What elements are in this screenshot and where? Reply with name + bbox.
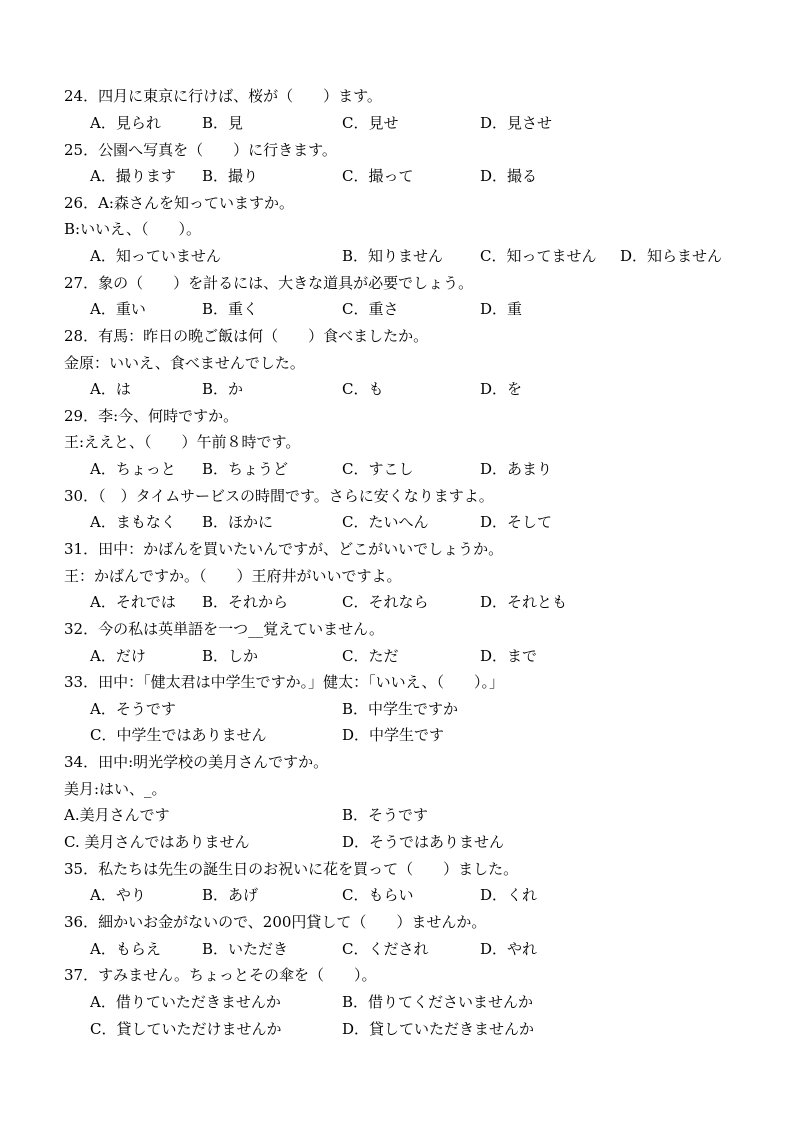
option-29-b: B．ちょうど — [202, 460, 289, 478]
option-37-a: A．借りていただきませんか — [90, 993, 281, 1011]
option-28-a: A．は — [90, 380, 131, 398]
option-32-c: C．ただ — [342, 647, 399, 665]
option-29-c: C．すこし — [342, 460, 414, 478]
option-25-c: C．撮って — [342, 167, 414, 185]
option-31-b: B．それから — [202, 593, 289, 611]
option-30-a: A．まもなく — [90, 513, 176, 531]
question-stem-31: 31．田中：かばんを買いたいんですが、どこがいいでしょうか。 — [64, 540, 504, 558]
option-36-d: D．やれ — [480, 940, 538, 958]
option-34-b: B．そうです — [342, 806, 429, 824]
option-28-d: D．を — [480, 380, 523, 398]
option-33-b: B．中学生ですか — [342, 700, 459, 718]
dialogue-29: 王:ええと、（ ）午前８時です。 — [64, 433, 301, 451]
option-30-c: C．たいへん — [342, 513, 429, 531]
question-stem-24: 24．四月に東京に行けば、桜が（ ）ます。 — [64, 87, 382, 105]
question-stem-27: 27．象の（ ）を計るには、大きな道具が必要でしょう。 — [64, 274, 474, 292]
option-30-d: D．そして — [480, 513, 553, 531]
question-stem-32: 32．今の私は英単語を一つ__覚えていません。 — [64, 620, 384, 638]
question-stem-26: 26．A:森さんを知っていますか。 — [64, 194, 294, 212]
option-31-a: A．それでは — [90, 593, 176, 611]
option-24-b: B．見 — [202, 114, 244, 132]
option-27-a: A．重い — [90, 300, 146, 318]
question-stem-37: 37．すみません。ちょっとその傘を（ ）。 — [64, 966, 377, 984]
option-33-d: D．中学生です — [342, 726, 445, 744]
option-25-d: D．撮る — [480, 167, 538, 185]
option-35-a: A．やり — [90, 886, 146, 904]
option-24-d: D．見させ — [480, 114, 553, 132]
option-25-a: A．撮ります — [90, 167, 176, 185]
option-26-b: B．知りません — [342, 247, 444, 265]
dialogue-34: 美月:はい、_。 — [64, 780, 167, 798]
option-37-d: D．貸していただきませんか — [342, 1020, 535, 1038]
option-25-b: B．撮り — [202, 167, 259, 185]
option-36-c: C．くだされ — [342, 940, 429, 958]
option-28-c: C．も — [342, 380, 384, 398]
option-32-b: B．しか — [202, 647, 259, 665]
option-29-d: D．あまり — [480, 460, 553, 478]
question-stem-35: 35．私たちは先生の誕生日のお祝いに花を買って（ ）ました。 — [64, 860, 519, 878]
option-31-c: C．それなら — [342, 593, 429, 611]
question-stem-30: 30．（ ）タイムサービスの時間です。さらに安くなりますよ。 — [64, 487, 494, 505]
option-24-c: C．見せ — [342, 114, 399, 132]
option-30-b: B．ほかに — [202, 513, 274, 531]
option-29-a: A．ちょっと — [90, 460, 176, 478]
question-stem-28: 28．有馬：昨日の晩ご飯は何（ ）食べましたか。 — [64, 327, 429, 345]
option-26-c: C．知ってません — [480, 247, 597, 265]
option-37-c: C．貸していただけませんか — [90, 1020, 282, 1038]
option-34-c: C. 美月さんではありません — [64, 833, 250, 851]
option-36-b: B．いただき — [202, 940, 289, 958]
option-32-d: D．まで — [480, 647, 538, 665]
question-stem-36: 36．細かいお金がないので、200円貸して（ ）ませんか。 — [64, 913, 487, 931]
dialogue-31: 王：かばんですか。（ ）王府井がいいですよ。 — [64, 567, 402, 585]
option-27-b: B．重く — [202, 300, 259, 318]
option-33-c: C．中学生ではありません — [90, 726, 267, 744]
option-35-b: B．あげ — [202, 886, 259, 904]
option-28-b: B．か — [202, 380, 244, 398]
option-32-a: A．だけ — [90, 647, 146, 665]
dialogue-26: B:いいえ、（ ）。 — [64, 220, 201, 238]
option-35-d: D．くれ — [480, 886, 538, 904]
option-27-c: C．重さ — [342, 300, 399, 318]
option-34-d: D．そうではありません — [342, 833, 505, 851]
option-31-d: D．それとも — [480, 593, 568, 611]
option-27-d: D．重 — [480, 300, 523, 318]
option-26-a: A．知っていません — [90, 247, 221, 265]
question-stem-33: 33．田中：「健太君は中学生ですか。」健太：「いいえ、（ ）。」 — [64, 673, 504, 691]
question-stem-34: 34．田中:明光学校の美月さんですか。 — [64, 753, 329, 771]
option-33-a: A．そうです — [90, 700, 176, 718]
option-36-a: A．もらえ — [90, 940, 161, 958]
option-26-d: D．知らません — [620, 247, 723, 265]
question-stem-25: 25．公園へ写真を（ ）に行きます。 — [64, 141, 337, 159]
option-37-b: B．借りてくださいませんか — [342, 993, 534, 1011]
question-stem-29: 29．李:今、何時ですか。 — [64, 407, 239, 425]
option-35-c: C．もらい — [342, 886, 414, 904]
option-24-a: A．見られ — [90, 114, 161, 132]
dialogue-28: 金原：いいえ、食べませんでした。 — [64, 354, 305, 372]
option-34-a: A.美月さんです — [64, 806, 170, 824]
